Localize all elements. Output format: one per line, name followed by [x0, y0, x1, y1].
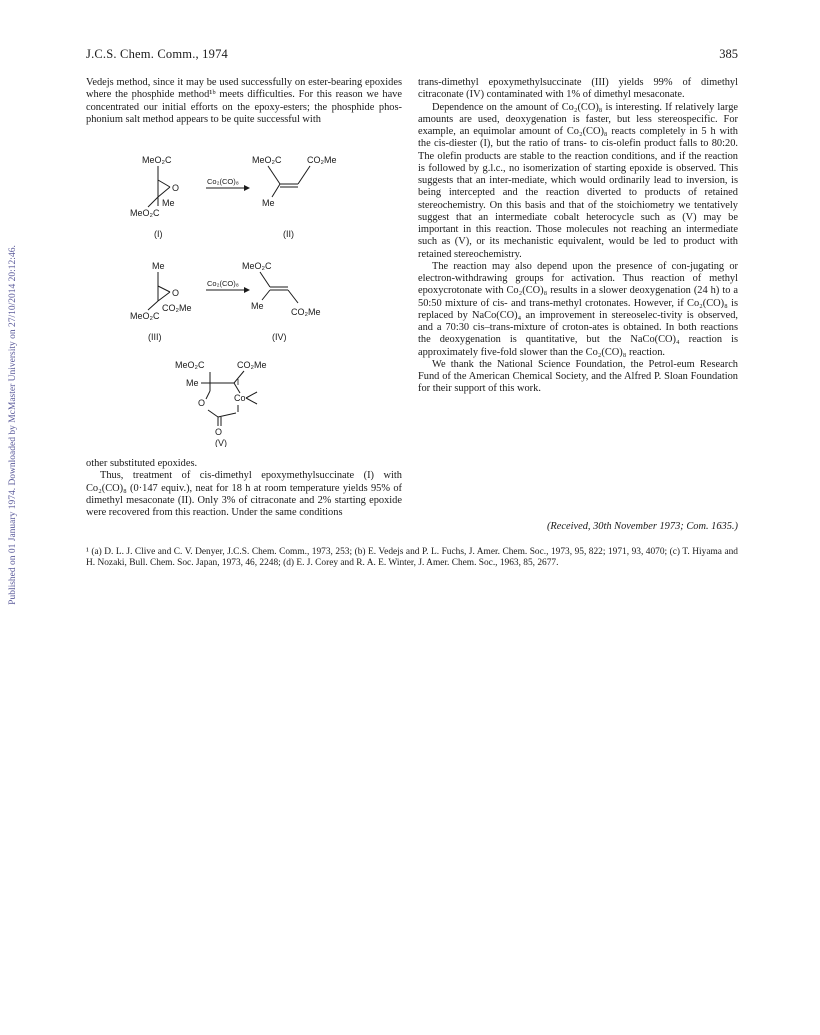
scheme1-II-bond: [298, 166, 310, 184]
scheme3-V-oxygen: O: [198, 398, 206, 408]
download-watermark-text: Published on 01 January 1974. Downloaded by McMaster University on 27/10/2014 20:12:46.: [8, 245, 18, 605]
scheme1-reagent: Co₂(CO)₈: [207, 177, 239, 186]
scheme3-V-meo2c: MeO₂C: [175, 360, 205, 370]
left-paragraph-2: Thus, treatment of cis-dimethyl epoxymethylsuccinate (I) with Co₂(CO)₈ (0·147 equiv.), neat for 18 h at room temperature yields 95% of dimethyl mesaconate (II). Only 3% of citraconate and 2% starting epoxide were recovered from this reaction. Under the same conditions: [86, 470, 402, 518]
scheme2-IV-meo2c: MeO₂C: [242, 261, 272, 271]
scheme3-V-methyl: Me: [186, 378, 199, 388]
reference-1: ¹ (a) D. L. J. Clive and C. V. Denyer, J.C.S. Chem. Comm., 1973, 253; (b) E. Vedejs and P. L. Fuchs, J. Amer. Chem. Soc., 1973, 95, 822; 1971, 93, 4070; (c) T. Hiyama and H. Nozaki, Bull. Chem. Soc. Japan, 1973, 46, 2248; (d) E. J. Corey and R. A. E. Winter, J. Amer. Chem. Soc., 1963, 85, 2677.: [86, 547, 738, 568]
scheme1-I-bond: [158, 187, 170, 197]
scheme2-IV-co2me: CO₂Me: [291, 307, 321, 317]
left-column-top: [86, 77, 402, 126]
scheme3-V-bond: [234, 371, 244, 383]
scheme3-V-carbonyl-oxygen: O: [215, 427, 223, 437]
scheme2-III-bond: [158, 292, 170, 301]
right-paragraph-1: trans-dimethyl epoxymethylsuccinate (III) yields 99% of dimethyl citraconate (IV) contaminated with 1% of dimethyl mesaconate.: [418, 77, 738, 101]
scheme-2: [120, 258, 340, 348]
scheme2-III-co2me: CO₂Me: [162, 303, 192, 313]
scheme1-arrowhead: [244, 185, 250, 191]
running-header-journal: J.C.S. Chem. Comm., 1974: [86, 47, 228, 61]
scheme1-I-oxygen: O: [172, 183, 180, 193]
left-paragraph-continuation: Vedejs method, since it may be used successfully on ester-bearing epoxides where the phosphide method¹ᵇ meets difficulties. For this reason we have concentrated our initial efforts on the epoxy-esters; the phosphide phos-phonium salt method appears to be quite successful with: [86, 77, 402, 125]
scheme1-II-methyl: Me: [262, 198, 275, 208]
scheme2-IV-methyl: Me: [251, 301, 264, 311]
page-number: 385: [719, 47, 738, 61]
scheme3-V-bond: [234, 383, 240, 393]
scheme3-V-ligand-bond: [246, 392, 257, 398]
references: [86, 547, 738, 569]
scheme1-I-bond: [158, 180, 170, 187]
scheme1-I-meo2c-top: MeO₂C: [142, 155, 172, 165]
scheme2-IV-bond: [260, 272, 270, 287]
right-paragraph-2: Dependence on the amount of Co₂(CO)₈ is interesting. If relatively large amounts are used, deoxygenation is faster, but less stereospecific. For example, an equimolar amount of Co₂(CO)₈ reacts completely in 5 h with the cis-diester (I), but the ratio of trans- to cis-olefin product falls to 80:20. The olefin products are stable to the reaction conditions, and if the reaction is followed by g.l.c., no isomerization of starting epoxide is observed. This suggests that an inter-mediate, which would ordinarily lead to inversion, is being intercepted and the reaction diverted to products of retained stereochemistry. On this basis and that of the stoichiometry we tentatively suggest that an intermediate cobalt heterocycle such as (V) may be important in this reaction. Those molecules not reaching an intermediate such as (V), or its mechanistic equivalent, would be led to product with retained stereochemistry.: [418, 101, 738, 260]
scheme-3: [160, 355, 300, 447]
left-paragraph-end: other substituted epoxides.: [86, 458, 198, 469]
scheme1-II-bond: [268, 166, 280, 184]
scheme2-III-bond: [158, 286, 170, 292]
scheme3-V-bond: [208, 410, 218, 417]
label-compound-I: (I): [154, 229, 163, 239]
scheme1-I-methyl: Me: [162, 198, 175, 208]
scheme3-V-bond: [206, 391, 210, 399]
right-paragraph-4: We thank the National Science Foundation, the Petrol-eum Research Fund of the American Chemical Society, and the Alfred P. Sloan Foundation for their support of this work.: [418, 358, 738, 395]
scheme2-IV-bond: [262, 290, 270, 300]
download-watermark: [6, 225, 20, 625]
label-compound-III: (III): [148, 332, 162, 342]
scheme3-V-co2me: CO₂Me: [237, 360, 267, 370]
scheme1-II-co2me: CO₂Me: [307, 155, 337, 165]
left-column-bottom: [86, 458, 402, 519]
scheme2-IV-bond: [288, 290, 298, 303]
label-compound-IV: (IV): [272, 332, 287, 342]
scheme-1: [120, 150, 340, 240]
scheme2-III-methyl-top: Me: [152, 261, 165, 271]
label-compound-II: (II): [283, 229, 294, 239]
scheme3-V-ligand-bond: [246, 398, 257, 404]
scheme2-III-oxygen: O: [172, 288, 180, 298]
scheme3-V-cobalt: Co: [234, 393, 246, 403]
scheme1-I-meo2c-bottom: MeO₂C: [130, 208, 160, 218]
right-column: [418, 77, 738, 396]
scheme1-II-meo2c: MeO₂C: [252, 155, 282, 165]
scheme2-III-meo2c: MeO₂C: [130, 311, 160, 321]
scheme1-I-bond: [148, 197, 158, 207]
right-paragraph-3: The reaction may also depend upon the presence of con-jugating or electron-withdrawing groups for activation. Thus reaction of methyl epoxycrotonate with Co₂(CO)₈ results in a slower deoxygenation (24 h) to a 50:50 mixture of cis- and trans-methyl crotonates. However, if Co₂(CO)₈ is replaced by NaCo(CO)₄ an improvement in stereoselec-tivity is observed, and a 70:30 cis–trans-mixture of croton-ates is obtained. In both reactions the deoxygenation is quantitative, but the NaCo(CO)₄ reaction is approximately five-fold slower than the Co₂(CO)₈ reaction.: [418, 260, 738, 358]
scheme2-III-bond: [148, 301, 158, 310]
scheme2-arrowhead: [244, 287, 250, 293]
label-compound-V: (V): [215, 438, 227, 447]
scheme1-II-bond: [272, 184, 280, 197]
scheme3-V-bond: [218, 413, 236, 417]
received-note: (Received, 30th November 1973; Com. 1635.): [546, 521, 738, 532]
scheme2-reagent: Co₂(CO)₈: [207, 279, 239, 288]
